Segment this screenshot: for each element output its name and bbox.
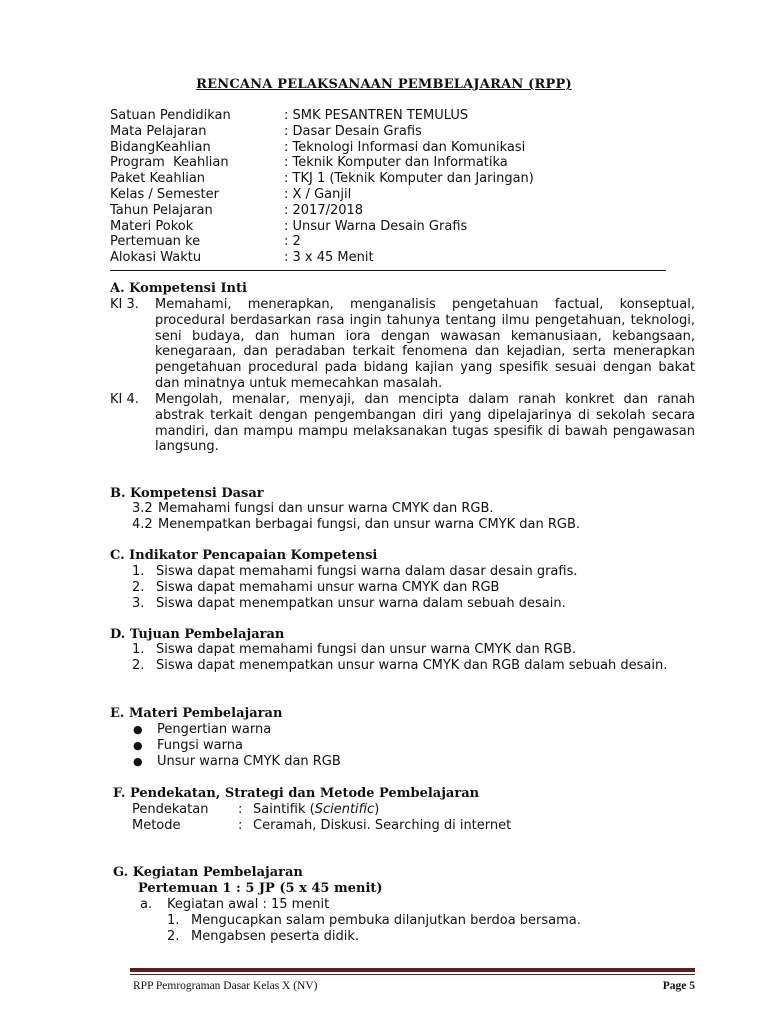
identity-value: : 2 bbox=[284, 234, 301, 250]
footer-divider-thick bbox=[130, 968, 695, 972]
identity-label: Satuan Pendidikan bbox=[110, 108, 231, 123]
section-b-title: B. Kompetensi Dasar bbox=[110, 486, 264, 501]
item-text: Unsur warna CMYK dan RGB bbox=[157, 754, 341, 769]
identity-row bbox=[110, 171, 534, 187]
item-number: 3. bbox=[132, 596, 145, 611]
ki4-text: Mengolah, menalar, menyaji, dan mencipta dalam ranah konkret dan ranah abstrak terkait dengan pengembangan diri yang dipelajarinya di sekolah secara mandiri, dan mampu mampu melaksanakan tugas spesifik di bawah pengawasan langsung. bbox=[155, 392, 695, 455]
item-text: Memahami fungsi dan unsur warna CMYK dan RGB. bbox=[158, 501, 494, 516]
section-e-list bbox=[132, 722, 341, 770]
list-item bbox=[167, 929, 581, 945]
identity-value: : Dasar Desain Grafis bbox=[284, 123, 422, 139]
footer-divider-thin bbox=[130, 974, 695, 975]
document-title: RENCANA PELAKSANAAN PEMBELAJARAN (RPP) bbox=[196, 77, 572, 92]
item-text: Siswa dapat menempatkan unsur warna CMYK dan RGB dalam sebuah desain. bbox=[156, 658, 668, 673]
section-c-title: C. Indikator Pencapaian Kompetensi bbox=[110, 548, 378, 563]
identity-row bbox=[110, 108, 534, 124]
item-text: Siswa dapat memahami fungsi dan unsur warna CMYK dan RGB. bbox=[156, 642, 577, 657]
item-number: 2. bbox=[132, 580, 145, 595]
bullet-icon: ● bbox=[133, 739, 143, 752]
section-d-list bbox=[132, 642, 695, 674]
identity-value: : Teknologi Informasi dan Komunikasi bbox=[284, 139, 526, 155]
footer-title: RPP Pemrograman Dasar Kelas X (NV) bbox=[133, 980, 318, 992]
ki3-text: Memahami, menerapkan, menganalisis pengetahuan factual, konseptual, procedural berdasarkan rasa ingin tahunya tentang ilmu pengetahuan, teknologi, seni budaya, dan human iora dengan wawasan kemanusiaan, kebangsaan, kenegaraan, dan peradaban terkait fenomena dan kejadian, serta menerapkan pengetahuan procedural pada bidang kajian yang spesifik sesuai dengan bakat dan minatnya untuk memecahkan masalah. bbox=[155, 297, 695, 391]
identity-value: : X / Ganjil bbox=[284, 186, 352, 202]
item-text: Siswa dapat memahami fungsi warna dalam dasar desain grafis. bbox=[156, 564, 578, 579]
identity-label: Alokasi Waktu bbox=[110, 250, 202, 266]
identity-row bbox=[110, 234, 534, 250]
list-item bbox=[167, 913, 581, 929]
identity-label: Materi Pokok bbox=[110, 218, 194, 234]
section-b-list bbox=[132, 501, 580, 533]
identity-value: : 2017/2018 bbox=[284, 202, 364, 218]
pendekatan-value: Saintifik ( bbox=[253, 802, 315, 817]
metode-label: Metode bbox=[132, 818, 181, 833]
pendekatan-row bbox=[132, 802, 511, 818]
identity-row bbox=[110, 187, 534, 203]
header-divider bbox=[110, 270, 666, 271]
item-text: Mengucapkan salam pembuka dilanjutkan berdoa bersama. bbox=[191, 913, 581, 928]
item-number: 1. bbox=[132, 642, 145, 657]
section-g-sub bbox=[140, 897, 329, 913]
identity-value: : SMK PESANTREN TEMULUS bbox=[284, 108, 469, 123]
list-item bbox=[132, 738, 341, 754]
pendekatan-value-italic: Scientific bbox=[314, 802, 375, 817]
item-number: 1. bbox=[167, 913, 180, 928]
item-number: 4.2 bbox=[132, 517, 153, 532]
ki4-label: KI 4. bbox=[110, 392, 139, 407]
list-item bbox=[132, 501, 580, 517]
identity-label: Paket Keahlian bbox=[110, 171, 206, 187]
sub-text: Kegiatan awal : 15 menit bbox=[167, 897, 330, 912]
identity-row bbox=[110, 155, 534, 171]
section-a-title: A. Kompetensi Inti bbox=[110, 281, 247, 296]
identity-label: Mata Pelajaran bbox=[110, 123, 207, 139]
identity-row bbox=[110, 124, 534, 140]
identity-value: : TKJ 1 (Teknik Komputer dan Jaringan) bbox=[284, 171, 534, 187]
bullet-icon: ● bbox=[133, 755, 143, 768]
section-g-title: G. Kegiatan Pembelajaran bbox=[113, 865, 303, 880]
list-item bbox=[132, 564, 577, 580]
section-c-list bbox=[132, 564, 577, 612]
pendekatan-colon: : bbox=[238, 802, 243, 817]
list-item bbox=[132, 754, 341, 770]
sub-activity bbox=[140, 897, 329, 913]
item-text: Pengertian warna bbox=[157, 722, 272, 737]
list-item bbox=[132, 596, 577, 612]
ki3-label: KI 3. bbox=[110, 297, 139, 312]
identity-row bbox=[110, 140, 534, 156]
identity-row bbox=[110, 203, 534, 219]
identity-value: : Teknik Komputer dan Informatika bbox=[284, 155, 508, 171]
identity-row bbox=[110, 250, 534, 266]
bullet-icon: ● bbox=[133, 723, 143, 736]
metode-value: Ceramah, Diskusi. Searching di internet bbox=[253, 818, 512, 833]
item-number: 3.2 bbox=[132, 501, 153, 516]
section-e-title: E. Materi Pembelajaran bbox=[110, 706, 283, 721]
meeting-title: Pertemuan 1 : 5 JP (5 x 45 menit) bbox=[138, 881, 383, 896]
section-g-list bbox=[167, 913, 581, 945]
identity-table bbox=[110, 108, 534, 266]
item-number: 1. bbox=[132, 564, 145, 579]
item-number: 2. bbox=[167, 929, 180, 944]
metode-row bbox=[132, 818, 511, 834]
identity-label: Tahun Pelajaran bbox=[110, 202, 213, 218]
list-item bbox=[132, 580, 577, 596]
item-text: Menempatkan berbagai fungsi, dan unsur warna CMYK dan RGB. bbox=[158, 517, 581, 532]
identity-value: : 3 x 45 Menit bbox=[284, 250, 374, 266]
section-f-title: F. Pendekatan, Strategi dan Metode Pembelajaran bbox=[113, 786, 480, 801]
list-item bbox=[132, 722, 341, 738]
identity-row bbox=[110, 219, 534, 235]
identity-label: Pertemuan ke bbox=[110, 234, 201, 250]
section-f-details bbox=[132, 802, 511, 834]
identity-value: : Unsur Warna Desain Grafis bbox=[284, 218, 468, 234]
item-text: Mengabsen peserta didik. bbox=[191, 929, 360, 944]
list-item bbox=[132, 658, 695, 674]
ki3-block bbox=[110, 297, 695, 392]
sub-label: a. bbox=[140, 897, 153, 912]
identity-label: Kelas / Semester bbox=[110, 186, 219, 202]
item-number: 2. bbox=[132, 658, 145, 673]
item-text: Siswa dapat menempatkan unsur warna dalam sebuah desain. bbox=[156, 596, 566, 611]
pendekatan-label: Pendekatan bbox=[132, 802, 209, 817]
list-item bbox=[132, 642, 695, 658]
metode-colon: : bbox=[238, 818, 243, 833]
list-item bbox=[132, 517, 580, 533]
pendekatan-close: ) bbox=[374, 802, 380, 817]
identity-label: BidangKeahlian bbox=[110, 139, 211, 155]
page-number: Page 5 bbox=[662, 980, 695, 992]
ki4-block bbox=[110, 392, 695, 455]
identity-label: Program Keahlian bbox=[110, 155, 229, 171]
item-text: Fungsi warna bbox=[157, 738, 243, 753]
section-d-title: D. Tujuan Pembelajaran bbox=[110, 627, 285, 642]
item-text: Siswa dapat memahami unsur warna CMYK dan RGB bbox=[156, 580, 500, 595]
